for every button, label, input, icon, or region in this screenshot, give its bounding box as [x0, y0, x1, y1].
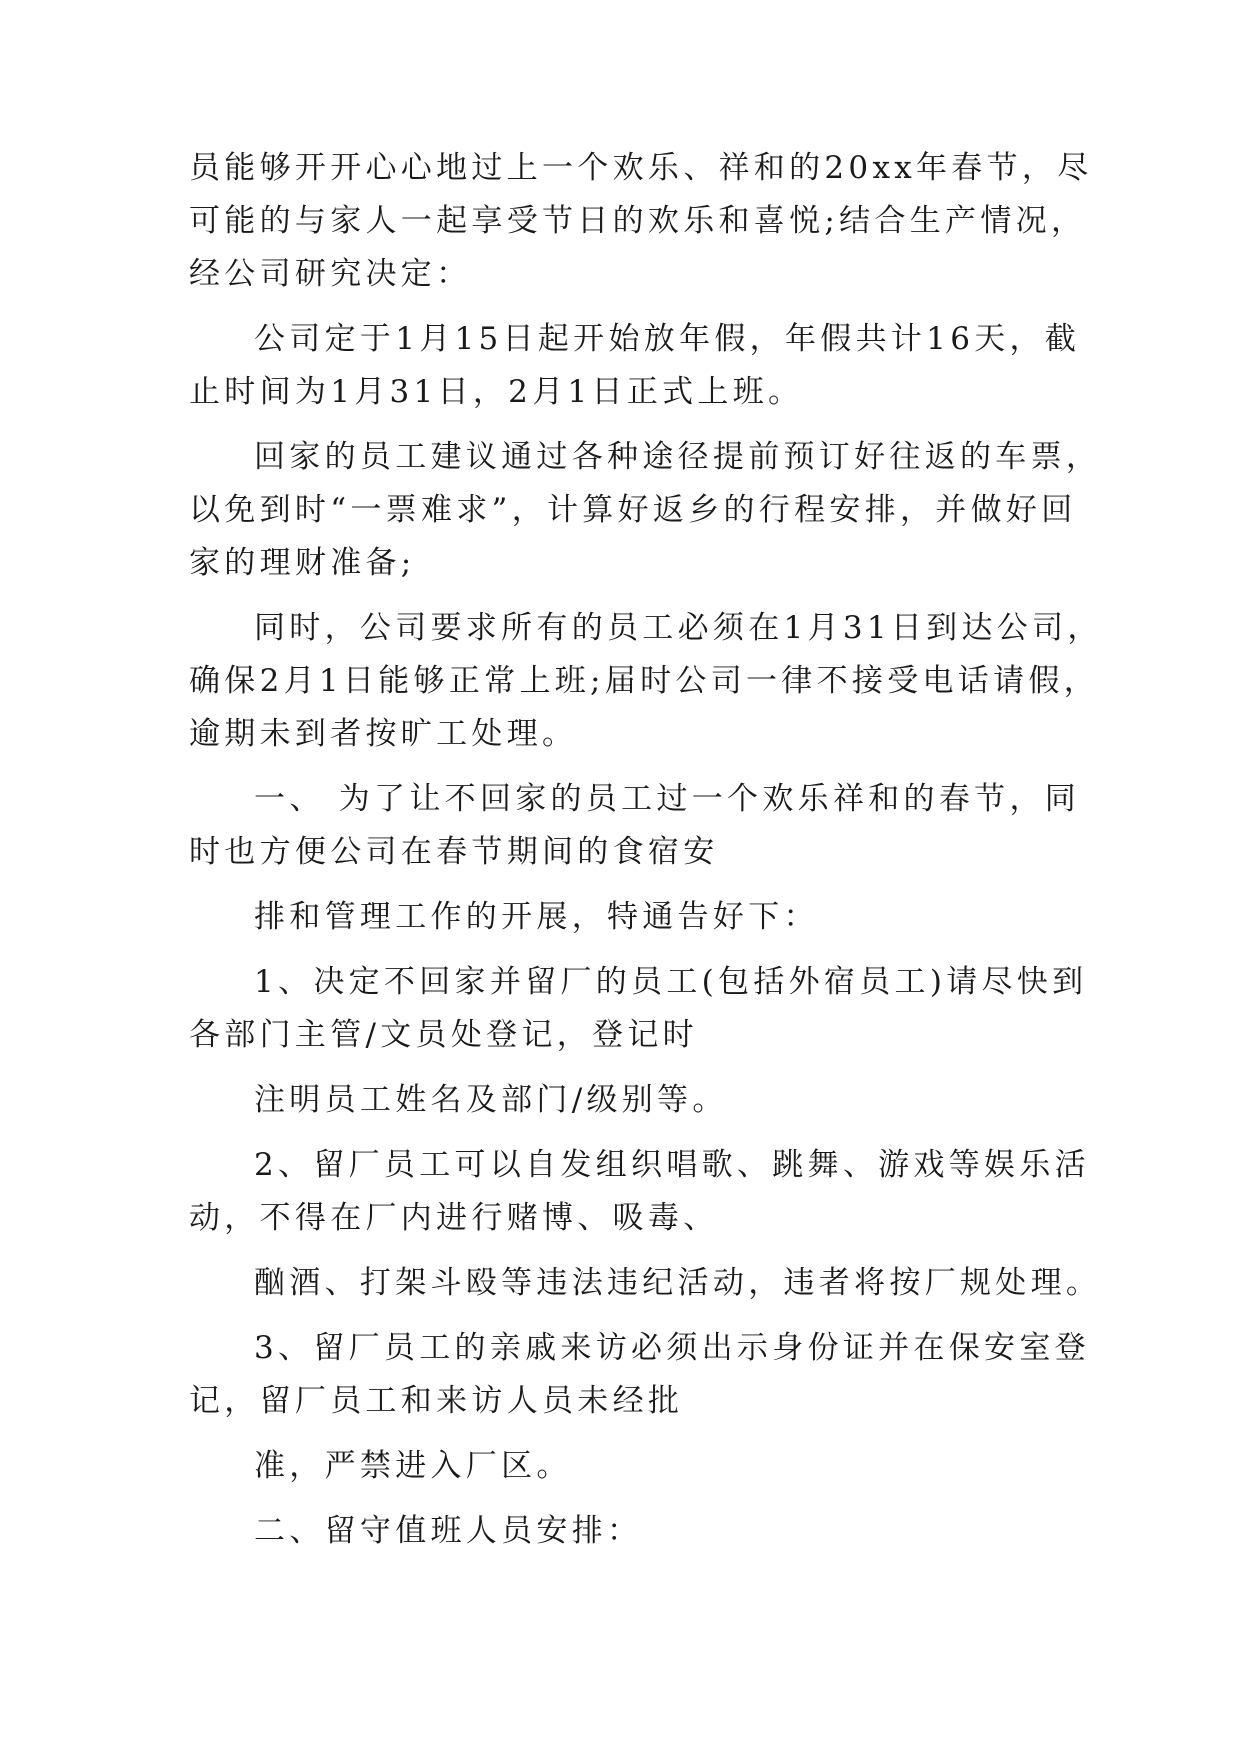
text-line: 公司定于1月15日起开始放年假，年假共计16天，截	[254, 321, 1081, 357]
text-line: 逾期未到者按旷工处理。	[189, 716, 578, 752]
text-line: 二、留守值班人员安排：	[254, 1513, 643, 1549]
text-line: 注明员工姓名及部门/级别等。	[254, 1082, 728, 1118]
text-line: 家的理财准备;	[189, 545, 416, 581]
text-line: 止时间为1月31日，2月1日正式上班。	[189, 374, 804, 410]
text-line: 可能的与家人一起享受节日的欢乐和喜悦;结合生产情况，	[189, 203, 1087, 239]
text-line: 排和管理工作的开展，特通告好下：	[254, 899, 819, 935]
text-line: 酗酒、打架斗殴等违法违纪活动，违者将按厂规处理。	[254, 1265, 1102, 1301]
text-line: 动，不得在厂内进行赌博、吸毒、	[189, 1200, 719, 1236]
text-line: 3、留厂员工的亲戚来访必须出示身份证并在保安室登	[254, 1330, 1090, 1366]
text-line: 准，严禁进入厂区。	[254, 1448, 572, 1484]
text-line: 记，留厂员工和来访人员未经批	[189, 1383, 684, 1419]
text-line: 一、 为了让不回家的员工过一个欢乐祥和的春节，同	[254, 781, 1081, 817]
text-line: 各部门主管/文员处登记，登记时	[189, 1017, 698, 1053]
text-line: 回家的员工建议通过各种途径提前预订好往返的车票，	[254, 439, 1102, 475]
text-line: 1、决定不回家并留厂的员工(包括外宿员工)请尽快到	[254, 964, 1088, 1000]
text-line: 2、留厂员工可以自发组织唱歌、跳舞、游戏等娱乐活	[254, 1147, 1090, 1183]
text-line: 员能够开开心心地过上一个欢乐、祥和的20xx年春节，尽	[189, 150, 1093, 186]
text-line: 以免到时“一票难求”，计算好返乡的行程安排，并做好回	[189, 492, 1077, 528]
text-line: 确保2月1日能够正常上班;届时公司一律不接受电话请假，	[189, 663, 1099, 699]
text-line: 时也方便公司在春节期间的食宿安	[189, 834, 719, 870]
text-line: 经公司研究决定：	[189, 256, 472, 292]
text-line: 同时，公司要求所有的员工必须在1月31日到达公司，	[254, 610, 1103, 646]
